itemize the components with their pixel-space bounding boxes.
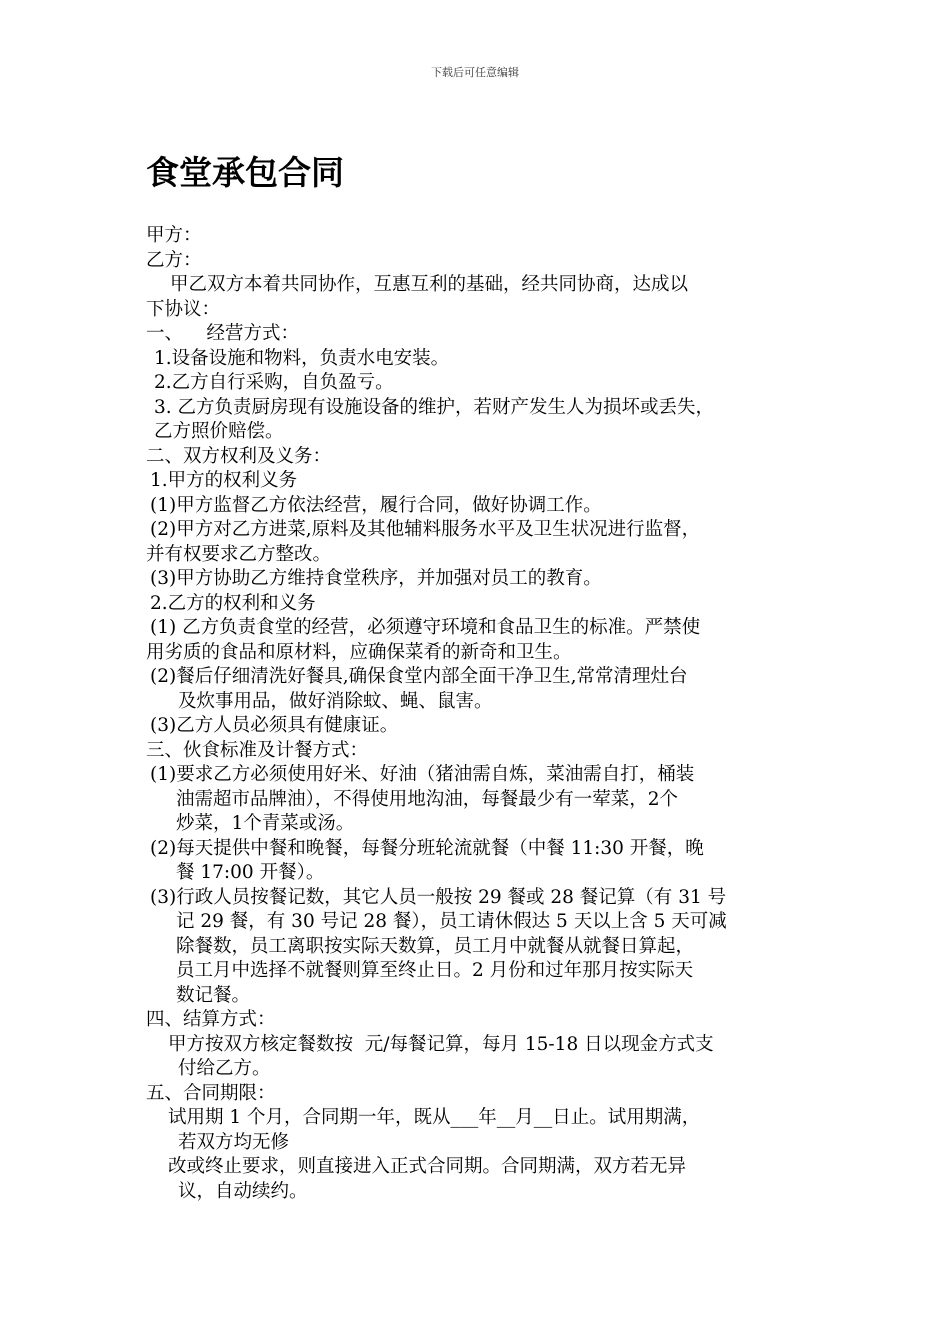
section-line: 员工月中选择不就餐则算至终止日。2 月份和过年那月按实际天 (176, 960, 694, 981)
section-heading-rights: 二、双方权利及义务： (146, 445, 332, 467)
section-line: 1.设备设施和物料，负责水电安装。 (154, 347, 450, 369)
section-line: 餐 17:00 开餐）。 (176, 862, 325, 883)
section-line: (3)甲方协助乙方维持食堂秩序，并加强对员工的教育。 (150, 568, 602, 589)
document-title: 食堂承包合同 (146, 153, 344, 192)
contract-body (146, 224, 818, 1204)
intro-line: 下协议： (146, 298, 221, 320)
section-line: (2)甲方对乙方进菜,原料及其他辅料服务水平及卫生状况进行监督， (150, 519, 701, 540)
header-note: 下载后可任意编辑 (431, 66, 519, 79)
section-heading-meal-standard: 三、伙食标准及计餐方式： (146, 739, 369, 761)
section-line: 油需超市品牌油），不得使用地沟油，每餐最少有一荤菜，2个 (176, 788, 679, 810)
section-line: (1)要求乙方必须使用好米、好油（猪油需自炼，菜油需自打，桶装 (150, 764, 695, 785)
section-line: 2.乙方自行采购，自负盈亏。 (154, 372, 394, 393)
party-b-label: 乙方： (146, 249, 202, 271)
subsection-heading-party-b: 2.乙方的权利和义务 (150, 592, 316, 614)
party-a-label: 甲方： (146, 225, 202, 246)
section-line: (1) 乙方负责食堂的经营，必须遵守环境和食品卫生的标准。严禁使 (150, 617, 701, 638)
section-heading-term: 五、合同期限： (146, 1082, 276, 1104)
section-line: 乙方照价赔偿。 (154, 421, 284, 442)
section-line: 用劣质的食品和原材料，应确保菜肴的新奇和卫生。 (146, 641, 572, 663)
subsection-heading-party-a: 1.甲方的权利义务 (150, 470, 298, 491)
section-line: 记 29 餐，有 30 号记 28 餐），员工请休假达 5 天以上含 5 天可减 (176, 911, 727, 932)
section-line: 及炊事用品，做好消除蚊、蝇、鼠害。 (178, 690, 493, 712)
section-line: (3)行政人员按餐记数，其它人员一般按 29 餐或 28 餐记算（有 31 号 (150, 886, 727, 908)
section-line: 若双方均无修 (178, 1131, 290, 1153)
section-line: 3. 乙方负责厨房现有设施设备的维护，若财产发生人为损坏或丢失， (154, 396, 715, 418)
section-line: 甲方按双方核定餐数按 元/每餐记算，每月 15-18 日以现金方式支 (168, 1033, 714, 1055)
section-line: 议，自动续约。 (178, 1180, 308, 1202)
section-line: 并有权要求乙方整改。 (146, 543, 332, 565)
intro-line: 甲乙双方本着共同协作，互惠互利的基础，经共同协商，达成以 (170, 274, 689, 295)
section-heading-settlement: 四、结算方式： (146, 1009, 276, 1030)
section-line: 试用期 1 个月，合同期一年，既从___年__月__日止。试用期满， (168, 1107, 701, 1128)
section-line: (1)甲方监督乙方依法经营，履行合同，做好协调工作。 (150, 494, 602, 516)
section-heading-operation: 一、 经营方式： (146, 323, 300, 344)
section-line: 除餐数，员工离职按实际天数算，员工月中就餐从就餐日算起， (176, 935, 695, 957)
section-line: (3)乙方人员必须具有健康证。 (150, 715, 399, 736)
section-line: 炒菜，1个青菜或汤。 (176, 813, 355, 834)
section-line: 付给乙方。 (178, 1058, 271, 1079)
section-line: (2)每天提供中餐和晚餐，每餐分班轮流就餐（中餐 11:30 开餐，晚 (150, 837, 704, 859)
section-line: (2)餐后仔细清洗好餐具,确保食堂内部全面干净卫生,常常清理灶台 (150, 666, 688, 687)
section-line: 数记餐。 (176, 984, 251, 1006)
section-line: 改或终止要求，则直接进入正式合同期。合同期满，双方若无异 (168, 1156, 687, 1177)
